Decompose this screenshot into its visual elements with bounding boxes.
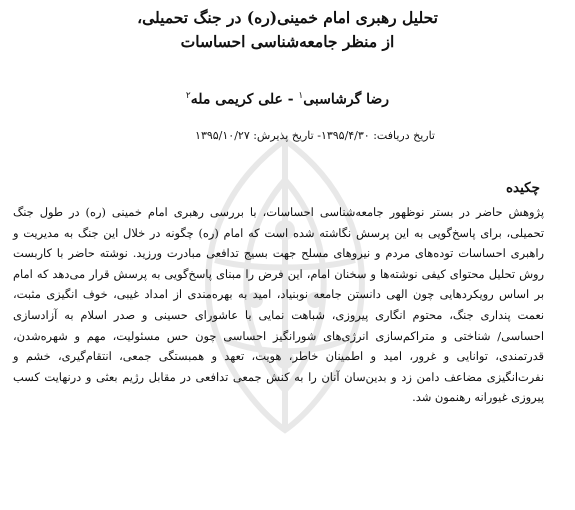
title-line-1: تحلیل رهبری امام خمینی(ره) در جنگ تحمیلی، <box>137 8 438 27</box>
received-accepted-dates: تاریخ دریافت: ۱۳۹۵/۴/۳۰- تاریخ پذیرش: ۱۳۹۵/۱۰/۲۷ <box>195 129 435 142</box>
author-2-name: علی کریمی مله <box>190 91 283 108</box>
abstract-body: پژوهش حاضر در بستر نوظهور جامعه‌شناسی احساسات، با بررسی رهبری امام خمینی (ره) در طول جنگ تحمیلی، برای پاسخ‌گویی به این پرسش نگاشته شده است که امام (ره) چگونه در خلال این جنگ به مدیریت و راهبری احساسات توده‌های مردم و نیروهای مسلح جهت بسیج تدافعی مبادرت ورزید. نوشته حاضر با کاربست روش تحلیل محتوای کیفی نوشته‌ها و سخنان امام، این فرض را مبنای پاسخ‌گویی به پرسش قرار می‌دهد که امام بر اساس رویکردهایی چون الهی دانستن جامعه نوبنیاد، امید به بهره‌مندی از امداد غیبی، خوف انگیزی مثبت، نعمت پنداری جنگ، محتوم انگاری پیروزی، شباهت نمایی با عاشورای حسینی و صدر اسلام به آزادسازی احساسی/ شناختی و متراکم‌سازی انرژی‌های شورانگیز احساسی چون حس مسئولیت، مهم و شهره‌شدن، قدرتمندی، توانایی و غرور، امید و اطمینان خاطر، هویت، تعهد و همبستگی جمعی، انتقام‌گیری، خشم و نفرت‌انگیزی مضاعف دامن زد و بدین‌سان آنان را به کنش جمعی تدافعی در مقابل رژیم بعثی و درنهایت کسب پیروزی غیورانه رهنمون شد. <box>13 205 544 405</box>
author-2-footnote-mark: ۲ <box>185 91 191 101</box>
title-line-2: از منظر جامعه‌شناسی احساسات <box>180 32 395 51</box>
author-1-name: رضا گرشاسبی <box>303 91 390 108</box>
author-1-footnote-mark: ۱ <box>298 91 304 101</box>
author-separator: - <box>282 91 299 108</box>
abstract-heading: چکیده <box>505 180 540 196</box>
author-line <box>40 86 535 110</box>
paper-title <box>40 6 535 54</box>
